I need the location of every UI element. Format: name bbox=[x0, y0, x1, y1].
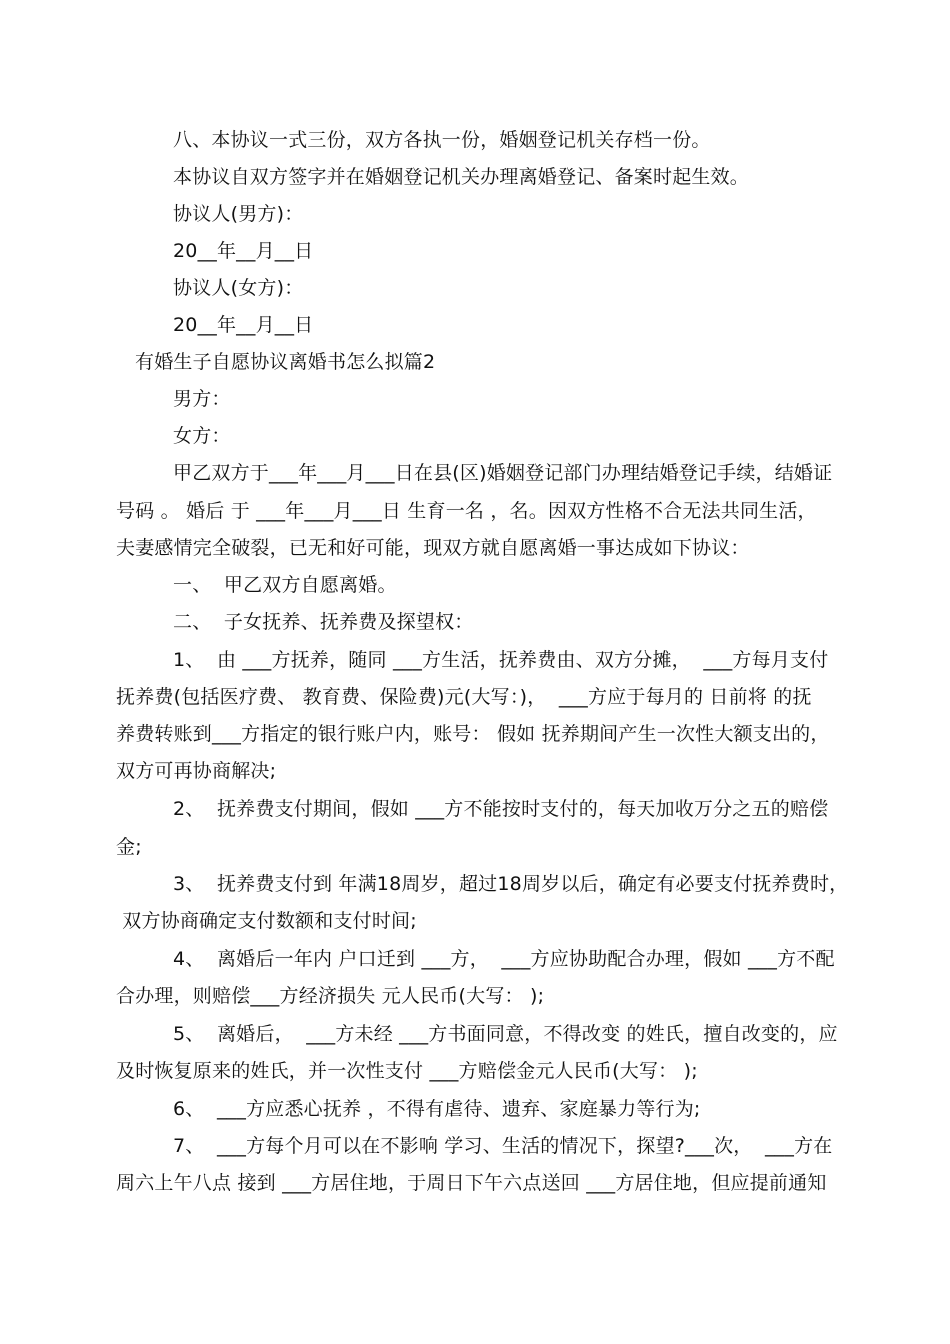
item-2-line-1: 2、 抚养费支付期间，假如 ___方不能按时支付的，每天加收万分之五的赔偿 bbox=[173, 798, 829, 820]
effective-clause: 本协议自双方签字并在婚姻登记机关办理离婚登记、备案时起生效。 bbox=[173, 166, 750, 188]
item-4-line-2: 合办理，则赔偿___方经济损失 元人民币(大写： ); bbox=[116, 985, 545, 1007]
intro-line-3: 夫妻感情完全破裂，已无和好可能，现双方就自愿离婚一事达成如下协议： bbox=[116, 537, 750, 559]
item-5-line-2: 及时恢复原来的姓氏，并一次性支付 ___方赔偿金元人民币(大写： ); bbox=[116, 1060, 698, 1082]
item-7-line-1: 7、 ___方每个月可以在不影响 学习、生活的情况下，探望?___次， ___方在 bbox=[173, 1135, 833, 1157]
item-5-line-1: 5、 离婚后， ___方未经 ___方书面同意，不得改变 的姓氏，擅自改变的，应 bbox=[173, 1023, 838, 1045]
intro-line-2: 号码 。 婚后 于 ___年___月___日 生育一名 ，名。因双方性格不合无法共同生活， bbox=[116, 500, 817, 522]
clause-8-copies: 八、本协议一式三份，双方各执一份，婚姻登记机关存档一份。 bbox=[173, 129, 711, 151]
item-6-line-1: 6、 ___方应悉心抚养 ，不得有虐待、遗弃、家庭暴力等行为; bbox=[173, 1098, 701, 1120]
signature-date-male: 20__年__月__日 bbox=[173, 240, 314, 262]
item-1-line-2: 抚养费(包括医疗费、 教育费、保险费)元(大写：)， ___方应于每月的 日前将 的抚 bbox=[116, 686, 812, 708]
intro-line-1: 甲乙双方于___年___月___日在县(区)婚姻登记部门办理结婚登记手续，结婚证 bbox=[173, 462, 833, 484]
signature-date-female: 20__年__月__日 bbox=[173, 314, 314, 336]
section-title-2: 有婚生子自愿协议离婚书怎么拟篇2 bbox=[135, 351, 436, 373]
clause-2-heading: 二、 子女抚养、抚养费及探望权： bbox=[173, 611, 474, 633]
party-male: 男方： bbox=[173, 388, 231, 410]
item-1-line-3: 养费转账到___方指定的银行账户内，账号： 假如 抚养期间产生一次性大额支出的， bbox=[116, 723, 830, 745]
item-2-line-2: 金; bbox=[116, 836, 142, 858]
item-7-line-2: 周六上午八点 接到 ___方居住地，于周日下午六点送回 ___方居住地，但应提前通知 bbox=[116, 1172, 827, 1194]
item-1-line-1: 1、 由 ___方抚养，随同 ___方生活，抚养费由、双方分摊， ___方每月支付 bbox=[173, 649, 829, 671]
item-4-line-1: 4、 离婚后一年内 户口迁到 ___方， ___方应协助配合办理，假如 ___方不配 bbox=[173, 948, 835, 970]
item-1-line-4: 双方可再协商解决; bbox=[116, 760, 277, 782]
party-female: 女方： bbox=[173, 425, 231, 447]
signatory-male: 协议人(男方)： bbox=[173, 203, 304, 225]
clause-1-heading: 一、 甲乙双方自愿离婚。 bbox=[173, 574, 397, 596]
item-3-line-2: 双方协商确定支付数额和支付时间; bbox=[116, 910, 417, 932]
item-3-line-1: 3、 抚养费支付到 年满18周岁，超过18周岁以后，确定有必要支付抚养费时， bbox=[173, 873, 849, 895]
signatory-female: 协议人(女方)： bbox=[173, 277, 304, 299]
